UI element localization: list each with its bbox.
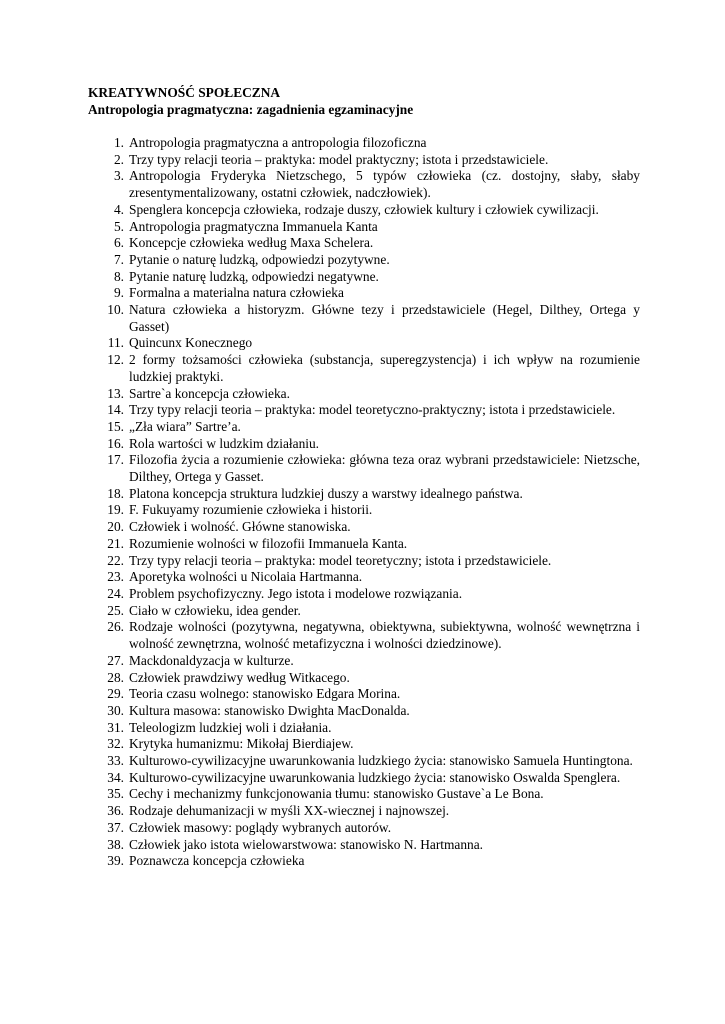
list-item-number: 16. <box>107 435 124 451</box>
list-item-text: Antropologia pragmatyczna Immanuela Kanta <box>129 218 378 234</box>
list-item-number: 26. <box>107 619 124 635</box>
list-item-text: Człowiek prawdziwy według Witkacego. <box>129 669 350 685</box>
list-item <box>88 803 640 820</box>
list-item-number: 17. <box>107 452 124 468</box>
list-item-text: Rodzaje wolności (pozytywna, negatywna, obiektywna, subiektywna, wolność wewnętrzna i wolność zewnętrzna, wolność metafizyczna i wolności dziedzinowe). <box>129 619 640 652</box>
list-item-number: 29. <box>107 686 124 702</box>
list-item <box>88 452 640 485</box>
list-item <box>88 786 640 803</box>
list-item-text: Człowiek masowy: poglądy wybranych autorów. <box>129 819 392 835</box>
list-item-text: Problem psychofizyczny. Jego istota i modelowe rozwiązania. <box>129 585 463 601</box>
list-item <box>88 235 640 252</box>
list-item-text: Cechy i mechanizmy funkcjonowania tłumu: stanowisko Gustave`a Le Bona. <box>129 786 544 802</box>
list-item <box>88 553 640 570</box>
list-item <box>88 753 640 770</box>
list-item <box>88 285 640 302</box>
list-item <box>88 703 640 720</box>
list-item-number: 35. <box>107 786 124 802</box>
list-item <box>88 770 640 787</box>
list-item <box>88 736 640 753</box>
list-item-text: Rola wartości w ludzkim działaniu. <box>129 435 320 451</box>
list-item-text: 2 formy tożsamości człowieka (substancja, superegzystencja) i ich wpływ na rozumienie ludzkiej praktyki. <box>129 352 640 384</box>
list-item-text: Teoria czasu wolnego: stanowisko Edgara Morina. <box>129 686 401 702</box>
list-item <box>88 502 640 519</box>
list-item-text: Krytyka humanizmu: Mikołaj Bierdiajew. <box>129 736 354 752</box>
list-item-number: 20. <box>107 519 124 535</box>
list-item-text: Człowiek jako istota wielowarstwowa: stanowisko N. Hartmanna. <box>129 836 484 852</box>
list-item-text: Koncepcje człowieka według Maxa Schelera. <box>129 235 374 251</box>
list-item-number: 18. <box>107 485 124 501</box>
list-item-text: Rozumienie wolności w filozofii Immanuela Kanta. <box>129 535 408 551</box>
list-item-text: Platona koncepcja struktura ludzkiej duszy a warstwy idealnego państwa. <box>129 485 523 501</box>
list-item-text: Formalna a materialna natura człowieka <box>129 285 344 301</box>
list-item-number: 36. <box>107 803 124 819</box>
list-item-number: 27. <box>107 652 124 668</box>
list-item-number: 12. <box>107 352 124 368</box>
list-item-text: Teleologizm ludzkiej woli i działania. <box>129 719 332 735</box>
list-item-text: Antropologia pragmatyczna a antropologia filozoficzna <box>129 135 427 150</box>
list-item-number: 19. <box>107 502 124 518</box>
list-item <box>88 837 640 854</box>
list-item <box>88 603 640 620</box>
list-item-number: 32. <box>107 736 124 752</box>
list-item <box>88 519 640 536</box>
list-item-text: Trzy typy relacji teoria – praktyka: model teoretyczny; istota i przedstawiciele. <box>129 552 552 568</box>
list-item <box>88 335 640 352</box>
list-item <box>88 135 640 152</box>
list-item-text: Człowiek i wolność. Główne stanowiska. <box>129 519 351 535</box>
list-item <box>88 386 640 403</box>
list-item-number: 33. <box>107 753 124 769</box>
list-item-text: Poznawcza koncepcja człowieka <box>129 853 305 869</box>
list-item <box>88 219 640 236</box>
list-item-number: 23. <box>107 569 124 585</box>
list-item <box>88 252 640 269</box>
list-item-number: 11. <box>107 335 124 351</box>
list-item-text: Sartre`a koncepcja człowieka. <box>129 385 290 401</box>
list-item-text: F. Fukuyamy rozumienie człowieka i historii. <box>129 502 373 518</box>
list-item-text: „Zła wiara” Sartre’a. <box>129 418 241 434</box>
list-item-number: 5. <box>113 218 124 234</box>
list-item-number: 37. <box>107 819 124 835</box>
list-item <box>88 653 640 670</box>
list-item <box>88 486 640 503</box>
list-item <box>88 853 640 870</box>
list-item-text: Aporetyka wolności u Nicolaia Hartmanna. <box>129 569 363 585</box>
list-item-number: 31. <box>107 719 124 735</box>
list-item-number: 6. <box>113 235 124 251</box>
document-page <box>88 84 640 870</box>
list-item <box>88 686 640 703</box>
list-item-text: Trzy typy relacji teoria – praktyka: model teoretyczno-praktyczny; istota i przedstawiciele. <box>129 402 616 418</box>
list-item <box>88 302 640 335</box>
list-item-number: 14. <box>107 402 124 418</box>
list-item-number: 39. <box>107 853 124 869</box>
list-item <box>88 402 640 419</box>
list-item <box>88 670 640 687</box>
list-item <box>88 152 640 169</box>
list-item-text: Trzy typy relacji teoria – praktyka: model praktyczny; istota i przedstawiciele. <box>129 151 549 167</box>
list-item-number: 28. <box>107 669 124 685</box>
list-item-number: 4. <box>113 201 124 217</box>
list-item-number: 25. <box>107 602 124 618</box>
list-item-text: Filozofia życia a rozumienie człowieka: główna teza oraz wybrani przedstawiciele: Nietzsche, Dilthey, Ortega y Gasset. <box>129 452 640 485</box>
list-item-text: Natura człowieka a historyzm. Główne tezy i przedstawiciele (Hegel, Dilthey, Ortega y Gasset) <box>129 302 640 334</box>
list-item-text: Rodzaje dehumanizacji w myśli XX-wiecznej i najnowszej. <box>129 803 450 819</box>
list-item-number: 3. <box>113 168 124 184</box>
list-item-number: 38. <box>107 836 124 852</box>
list-item-number: 24. <box>107 585 124 601</box>
list-item-number: 9. <box>113 285 124 301</box>
list-item-text: Kulturowo-cywilizacyjne uwarunkowania ludzkiego życia: stanowisko Samuela Huntingtona. <box>129 753 633 769</box>
list-item-number: 10. <box>107 302 124 318</box>
exam-questions-list <box>88 135 640 870</box>
list-item-number: 21. <box>107 535 124 551</box>
list-item-number: 8. <box>113 268 124 284</box>
list-item-text: Pytanie o naturę ludzką, odpowiedzi pozytywne. <box>129 251 390 267</box>
list-item <box>88 352 640 385</box>
list-item <box>88 536 640 553</box>
list-item-text: Ciało w człowieku, idea gender. <box>129 602 301 618</box>
list-item <box>88 202 640 219</box>
list-item-number: 7. <box>113 251 124 267</box>
list-item-number: 15. <box>107 418 124 434</box>
list-item <box>88 269 640 286</box>
list-item <box>88 720 640 737</box>
document-subtitle: Antropologia pragmatyczna: zagadnienia egzaminacyjne <box>88 102 414 117</box>
list-item-text: Kulturowo-cywilizacyjne uwarunkowania ludzkiego życia: stanowisko Oswalda Spenglera. <box>129 769 621 785</box>
document-title: KREATYWNOŚĆ SPOŁECZNA <box>88 85 281 100</box>
list-item <box>88 820 640 837</box>
list-item-number: 2. <box>113 151 124 167</box>
list-item-text: Quincunx Konecznego <box>129 335 253 351</box>
list-item <box>88 168 640 201</box>
list-item-text: Kultura masowa: stanowisko Dwighta MacDonalda. <box>129 702 410 718</box>
list-item-text: Antropologia Fryderyka Nietzschego, 5 typów człowieka (cz. dostojny, słaby, słaby zresentymentalizowany, ostatni człowiek, nadczłowiek). <box>129 168 640 201</box>
list-item <box>88 619 640 652</box>
list-item-text: Spenglera koncepcja człowieka, rodzaje duszy, człowiek kultury i człowiek cywilizacji. <box>129 201 599 217</box>
list-item-number: 30. <box>107 702 124 718</box>
list-item-number: 13. <box>107 385 124 401</box>
list-item <box>88 419 640 436</box>
list-item-number: 34. <box>107 769 124 785</box>
list-item-text: Pytanie naturę ludzką, odpowiedzi negatywne. <box>129 268 379 284</box>
list-item <box>88 436 640 453</box>
list-item-text: Mackdonaldyzacja w kulturze. <box>129 652 294 668</box>
list-item <box>88 569 640 586</box>
list-item-number: 1. <box>113 135 124 150</box>
list-item-number: 22. <box>107 552 124 568</box>
list-item <box>88 586 640 603</box>
